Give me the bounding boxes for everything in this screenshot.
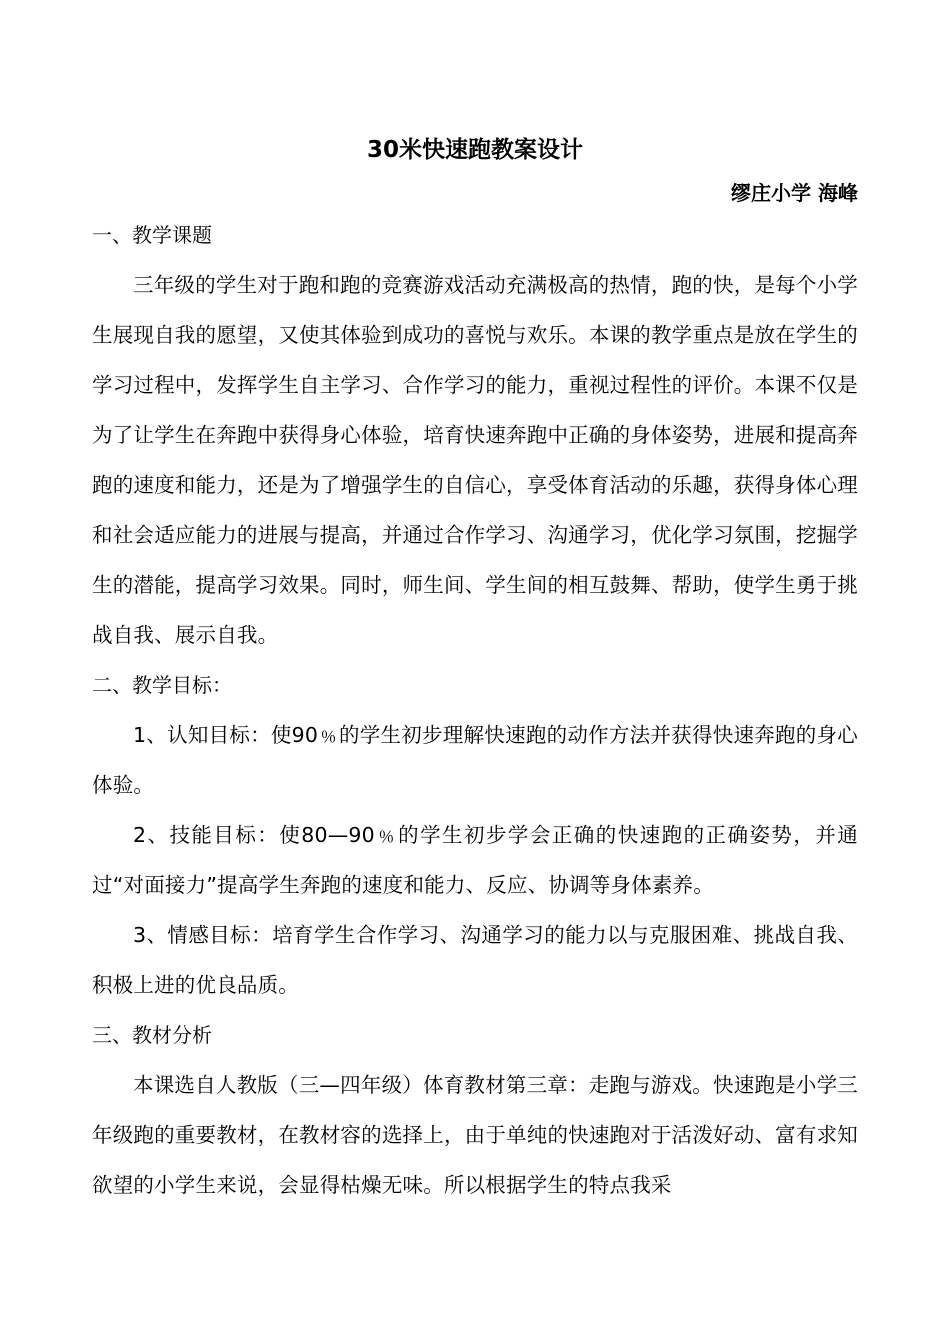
section-objectives xyxy=(92,660,858,1010)
document-page xyxy=(92,130,858,1210)
paragraph: 三年级的学生对于跑和跑的竞赛游戏活动充满极高的热情，跑的快，是每个小学生展现自我的愿望，又使其体验到成功的喜悦与欢乐。本课的教学重点是放在学生的学习过程中，发挥学生自主学习、合作学习的能力，重视过程性的评价。本课不仅是为了让学生在奔跑中获得身心体验，培育快速奔跑中正确的身体姿势，进展和提高奔跑的速度和能力，还是为了增强学生的自信心，享受体育活动的乐趣，获得身体心理和社会适应能力的进展与提高，并通过合作学习、沟通学习，优化学习氛围，挖掘学生的潜能，提高学习效果。同时，师生间、学生间的相互鼓舞、帮助，使学生勇于挑战自我、展示自我。 xyxy=(92,273,858,647)
section-heading: 三、教材分析 xyxy=(92,1023,212,1047)
section-heading: 二、教学目标： xyxy=(92,673,232,697)
section-heading: 一、教学课题 xyxy=(92,223,212,247)
paragraph: 1、认知目标：使90﹪的学生初步理解快速跑的动作方法并获得快速奔跑的身心体验。 xyxy=(92,723,858,797)
section-material-analysis xyxy=(92,1010,858,1210)
paragraph: 3、情感目标：培育学生合作学习、沟通学习的能力以与克服困难、挑战自我、积极上进的优良品质。 xyxy=(92,923,858,997)
paragraph: 本课选自人教版（三—四年级）体育教材第三章：走跑与游戏。快速跑是小学三年级跑的重要教材，在教材容的选择上，由于单纯的快速跑对于活泼好动、富有求知欲望的小学生来说，会显得枯燥无味。所以根据学生的特点我采 xyxy=(92,1073,858,1197)
document-title: 30米快速跑教案设计 xyxy=(366,137,583,163)
paragraph: 2、技能目标：使80—90﹪的学生初步学会正确的快速跑的正确姿势，并通过“对面接力”提高学生奔跑的速度和能力、反应、协调等身体素养。 xyxy=(92,823,858,897)
section-topic xyxy=(92,210,858,660)
document-author: 缪庄小学 海峰 xyxy=(731,181,858,205)
